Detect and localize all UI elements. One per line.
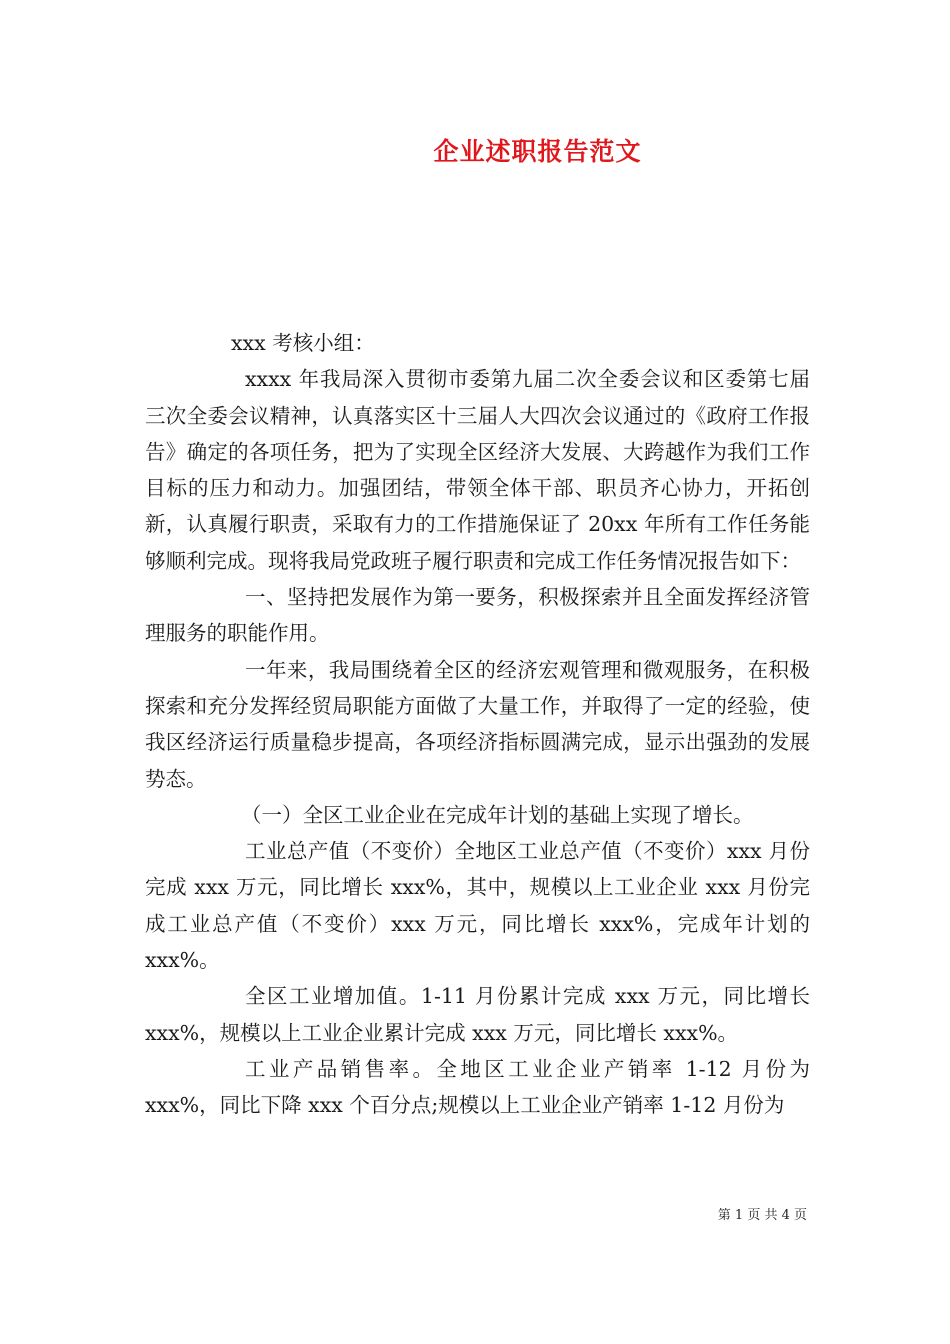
paragraph-added-value: 全区工业增加值。1-11 月份累计完成 xxx 万元，同比增长 xxx%，规模以上工业企业累计完成 xxx 万元，同比增长 xxx%。 [145,984,810,1045]
page-footer: 第 1 页 共 4 页 [717,1208,807,1223]
paragraph-output-value: 工业总产值（不变价）全地区工业总产值（不变价）xxx 月份完成 xxx 万元，同比增长 xxx%，其中，规模以上工业企业 xxx 月份完成工业总产值（不变价）xxx 万元，同比增长 xxx%，完成年计划的 xxx%。 [145,839,810,973]
subsection-heading-1: （一）全区工业企业在完成年计划的基础上实现了增长。 [241,802,754,827]
paragraph-summary: 一年来，我局围绕着全区的经济宏观管理和微观服务，在积极探索和充分发挥经贸局职能方面做了大量工作，并取得了一定的经验，使我区经济运行质量稳步提高，各项经济指标圆满完成，显示出强劲的发展势态。 [145,657,810,791]
salutation: xxx 考核小组： [231,331,375,355]
document-body [145,325,810,1124]
paragraph-sales-rate: 工业产品销售率。全地区工业企业产销率 1-12 月份为 xxx%，同比下降 xxx 个百分点;规模以上工业企业产销率 1-12 月份为 [145,1056,810,1118]
section-heading-1: 一、坚持把发展作为第一要务，积极探索并且全面发挥经济管理服务的职能作用。 [145,585,810,646]
paragraph-intro: xxxx 年我局深入贯彻市委第九届二次全委会议和区委第七届三次全委会议精神，认真落实区十三届人大四次会议通过的《政府工作报告》确定的各项任务，把为了实现全区经济大发展、大跨越作为我们工作目标的压力和动力。加强团结，带领全体干部、职员齐心协力，开拓创新，认真履行职责，采取有力的工作措施保证了 20xx 年所有工作任务能够顺利完成。现将我局党政班子履行职责和完成工作任务情况报告如下： [145,367,810,573]
document-title: 企业述职报告范文 [433,137,642,166]
